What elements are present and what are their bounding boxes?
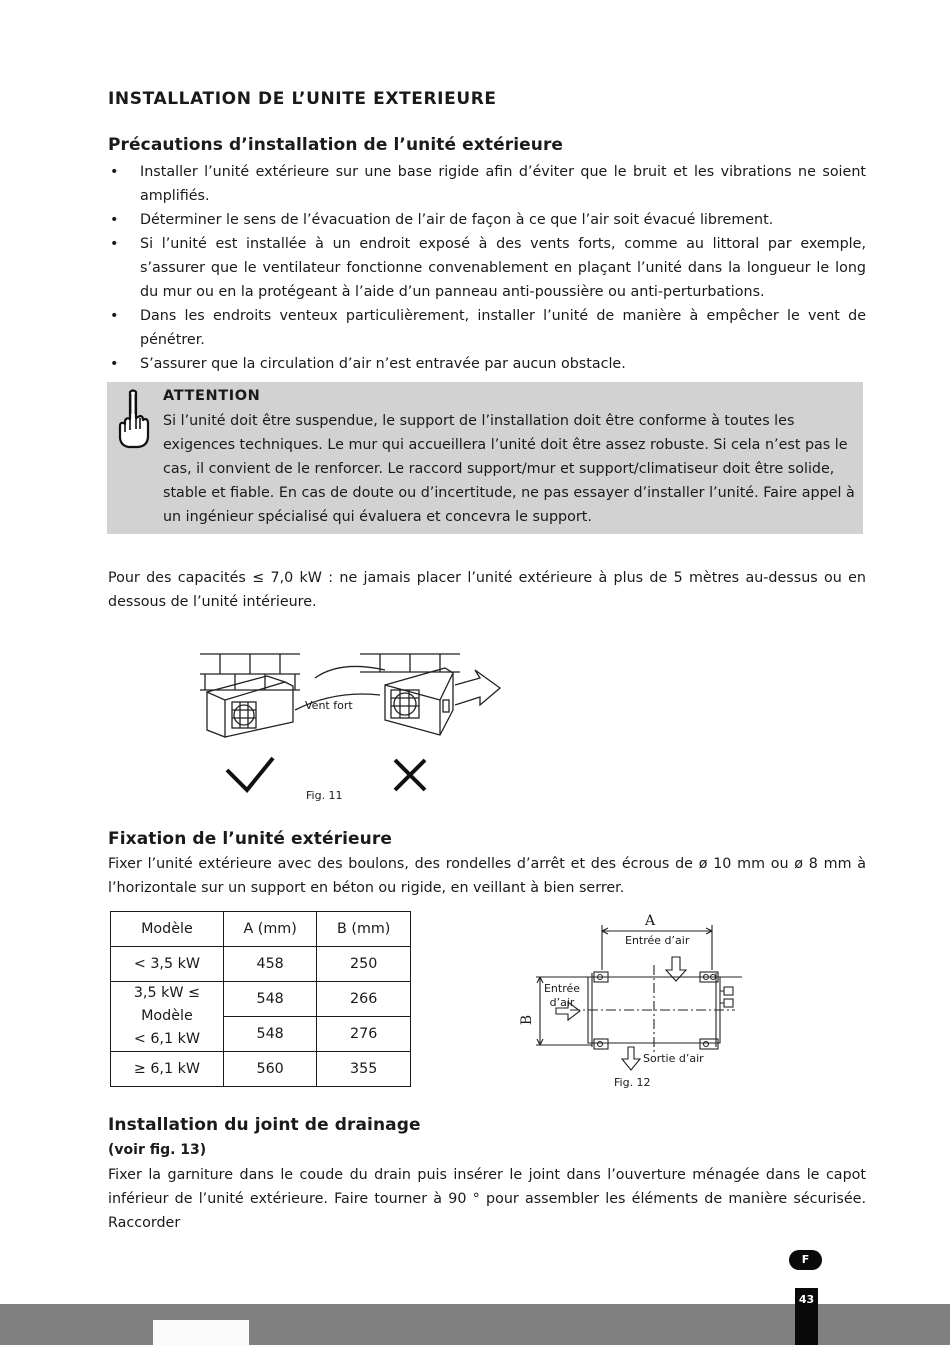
- table-cell: ≥ 6,1 kW: [111, 1052, 224, 1087]
- check-icon: [227, 758, 273, 790]
- drainage-text: Fixer la garniture dans le coude du drain puis insérer le joint dans l’ouverture ménagée dans le capot inférieur de l’unité extérieure. Faire tourner à 90 ° pour assembler les éléments de manière sécurisée. Raccorder: [108, 1167, 866, 1231]
- inlet-side-label: [543, 982, 581, 1010]
- table-cell: 548: [223, 1017, 317, 1052]
- dimension-a-label: A: [645, 913, 656, 929]
- list-item: • Installer l’unité extérieure sur une base rigide afin d’éviter que le bruit et les vibrations ne soient amplifiés.: [108, 160, 866, 208]
- table-header: Modèle: [111, 912, 224, 947]
- dimension-b-label: B: [519, 1014, 536, 1026]
- list-item: • Dans les endroits venteux particulièrement, installer l’unité de manière à empêcher le vent de pénétrer.: [108, 304, 866, 352]
- language-badge: F: [789, 1250, 822, 1270]
- table-cell: 250: [317, 947, 411, 982]
- outlet-label: Sortie d’air: [643, 1052, 704, 1065]
- page-number: 43: [795, 1288, 818, 1345]
- table-row: [111, 947, 411, 982]
- table-cell: 355: [317, 1052, 411, 1087]
- pointing-hand-icon: [113, 388, 153, 450]
- model-range-line: Modèle: [141, 1008, 193, 1024]
- attention-box: [107, 382, 863, 534]
- table-cell: 458: [223, 947, 317, 982]
- figure-11-caption: Fig. 11: [306, 789, 343, 802]
- model-range-line: < 6,1 kW: [133, 1031, 201, 1047]
- table-header: B (mm): [317, 912, 411, 947]
- drainage-subheading: (voir fig. 13): [108, 1142, 207, 1158]
- table-cell-model-range: [111, 982, 224, 1052]
- attention-title: ATTENTION: [163, 388, 261, 404]
- drainage-heading: Installation du joint de drainage: [108, 1115, 421, 1135]
- precautions-heading: Précautions d’installation de l’unité extérieure: [108, 135, 564, 155]
- table-cell: 266: [317, 982, 411, 1017]
- figure-12-caption: Fig. 12: [614, 1076, 651, 1089]
- attention-text: Si l’unité doit être suspendue, le support de l’installation doit être conforme à toutes les exigences techniques. Le mur qui accueillera l’unité doit être assez robuste. Si cela n’est pas le cas, il convient de le renforcer. Le raccord support/mur et support/climatiseur doit être solide, stable et fiable. En cas de doute ou d’incertitude, ne pas essayer d’installer l’unité. Faire appel à un ingénieur spécialisé qui évaluera et concevra le support.: [163, 413, 855, 525]
- list-item: • Déterminer le sens de l’évacuation de l’air de façon à ce que l’air soit évacué librement.: [108, 208, 866, 232]
- inlet-side-line: Entrée: [543, 982, 581, 995]
- figure-11-illustration: [195, 640, 515, 810]
- footer-white-block: [153, 1320, 249, 1345]
- table-cell: 560: [223, 1052, 317, 1087]
- fixation-text: Fixer l’unité extérieure avec des boulons, des rondelles d’arrêt et des écrous de ø 10 mm ou ø 8 mm à l’horizontale sur un support en béton ou rigide, en veillant à bien serrer.: [108, 856, 866, 896]
- inlet-top-label: Entrée d’air: [625, 934, 690, 947]
- table-cell: 276: [317, 1017, 411, 1052]
- table-header-row: [111, 912, 411, 947]
- table-cell: 548: [223, 982, 317, 1017]
- section-title: INSTALLATION DE L’UNITE EXTERIEURE: [108, 89, 497, 109]
- wind-label: Vent fort: [305, 699, 353, 712]
- list-item: • S’assurer que la circulation d’air n’est entravée par aucun obstacle.: [108, 352, 866, 376]
- table-row: [111, 1052, 411, 1087]
- dimension-table: [110, 911, 411, 1087]
- precautions-list: [108, 160, 866, 376]
- list-item: • Si l’unité est installée à un endroit exposé à des vents forts, comme au littoral par exemple, s’assurer que le ventilateur fonctionne convenablement en plaçant l’unité dans la longueur le long du mur ou en la protégeant à l’aide d’un panneau anti-poussière ou anti-perturbations.: [108, 232, 866, 304]
- inlet-side-line: d’air: [549, 996, 575, 1009]
- capacity-note: Pour des capacités ≤ 7,0 kW : ne jamais placer l’unité extérieure à plus de 5 mètres au-dessus ou en dessous de l’unité intérieure.: [108, 570, 866, 610]
- table-cell: < 3,5 kW: [111, 947, 224, 982]
- model-range-line: 3,5 kW ≤: [133, 985, 201, 1001]
- cross-icon: [395, 760, 425, 790]
- table-row: [111, 982, 411, 1017]
- fixation-heading: Fixation de l’unité extérieure: [108, 829, 392, 849]
- table-header: A (mm): [223, 912, 317, 947]
